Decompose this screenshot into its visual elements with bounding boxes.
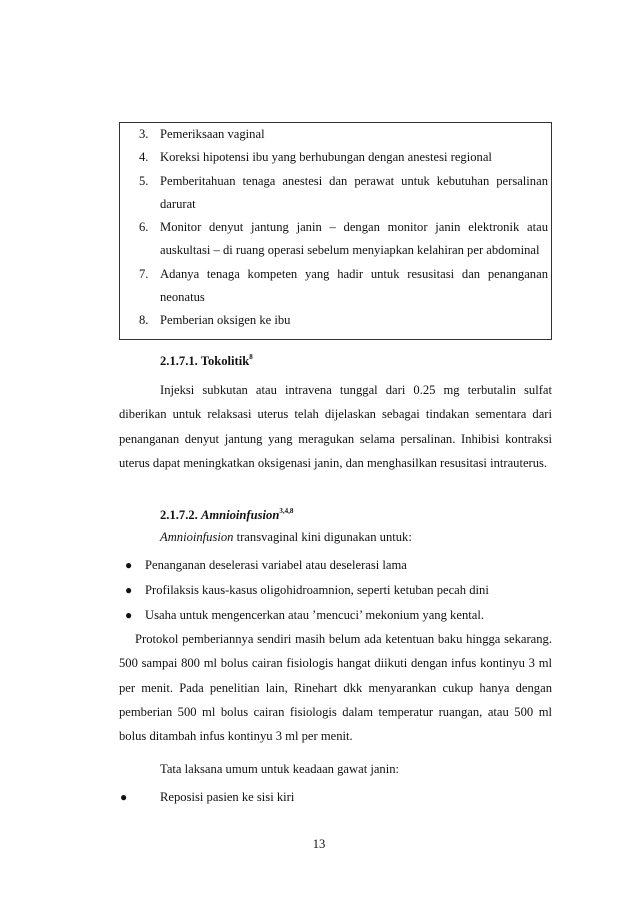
- list-number: 6.: [139, 220, 149, 235]
- bullet-text: Usaha untuk mengencerkan atau ’mencuci’ mekonium yang kental.: [145, 608, 484, 622]
- section-heading-amnioinfusion: [160, 508, 293, 523]
- heading-citation: 8: [249, 353, 253, 361]
- bullet-icon: ●: [125, 583, 133, 597]
- list-number: 5.: [139, 173, 149, 188]
- amnioinfusion-bullet-list: [119, 553, 552, 627]
- list-text: Pemeriksaan vaginal: [160, 127, 265, 141]
- list-item: [120, 123, 551, 146]
- list-item: [120, 146, 551, 169]
- bullet-icon: ●: [125, 608, 133, 622]
- bullet-item: [119, 578, 552, 602]
- list-number: 4.: [139, 150, 149, 165]
- list-item: [120, 263, 551, 310]
- bullet-text: Reposisi pasien ke sisi kiri: [160, 790, 295, 804]
- heading-number: 2.1.7.2.: [160, 508, 198, 522]
- list-item: [120, 170, 551, 217]
- bullet-text: Profilaksis kaus-kasus oligohidroamnion, seperti ketuban pecah dini: [145, 583, 489, 597]
- heading-text: 2.1.7.1. Tokolitik: [160, 354, 250, 368]
- list-text: Monitor denyut jantung janin – dengan monitor janin elektronik atau auskultasi – di ruang operasi sebelum menyiapkan kelahiran per abdominal: [160, 220, 548, 258]
- bullet-icon: ●: [120, 790, 128, 804]
- bullet-item: [119, 785, 552, 809]
- list-text: Pemberian oksigen ke ibu: [160, 313, 291, 328]
- intro-rest: transvaginal kini digunakan untuk:: [233, 530, 412, 544]
- heading-citation: 3,4,8: [279, 507, 294, 515]
- tata-laksana-bullet-list: [119, 785, 552, 809]
- protokol-paragraph: Protokol pemberiannya sendiri masih belum ada ketentuan baku hingga sekarang. 500 sampai 800 ml bolus cairan fisiologis hangat diikuti dengan infus kontinyu 3 ml per menit. Pada penelitian lain, Rinehart dkk menyarankan cukup hanya dengan pemberian 500 ml bolus cairan fisiologis dalam temperatur ruangan, atau 500 ml bolus ditambah infus kontinyu 3 ml per menit.: [119, 632, 552, 744]
- list-item: [120, 216, 551, 263]
- list-text: Pemberitahuan tenaga anestesi dan perawat untuk kebutuhan persalinan darurat: [160, 173, 548, 211]
- tata-laksana-intro: Tata laksana umum untuk keadaan gawat janin:: [160, 762, 400, 776]
- bullet-item: [119, 603, 552, 627]
- bullet-icon: ●: [125, 558, 133, 572]
- list-number: 3.: [139, 127, 149, 141]
- list-number: 8.: [139, 313, 149, 328]
- intro-italic: Amnioinfusion: [160, 530, 234, 544]
- bullet-text: Penanganan deselerasi variabel atau deselerasi lama: [145, 558, 407, 572]
- list-text: Adanya tenaga kompeten yang hadir untuk resusitasi dan penanganan neonatus: [160, 266, 548, 305]
- list-number: 7.: [139, 266, 149, 281]
- numbered-list: [120, 123, 551, 333]
- section-heading-tokolitik: [160, 354, 253, 369]
- list-item: [120, 309, 551, 332]
- boxed-list: [119, 122, 552, 340]
- list-text: Koreksi hipotensi ibu yang berhubungan dengan anestesi regional: [160, 150, 492, 165]
- tokolitik-paragraph: Injeksi subkutan atau intravena tunggal dari 0.25 mg terbutalin sulfat diberikan untuk relaksasi uterus telah dijelaskan sebagai tindakan sementara dari penanganan denyut jantung yang meragukan selama persalinan. Inhibisi kontraksi uterus dapat meningkatkan oksigenasi janin, dan menghasilkan resusitasi intrauterus.: [119, 383, 552, 470]
- page-number: 13: [312, 837, 326, 851]
- heading-word: Amnioinfusion: [200, 508, 280, 522]
- amnioinfusion-intro: [160, 530, 412, 545]
- bullet-item: [119, 553, 552, 577]
